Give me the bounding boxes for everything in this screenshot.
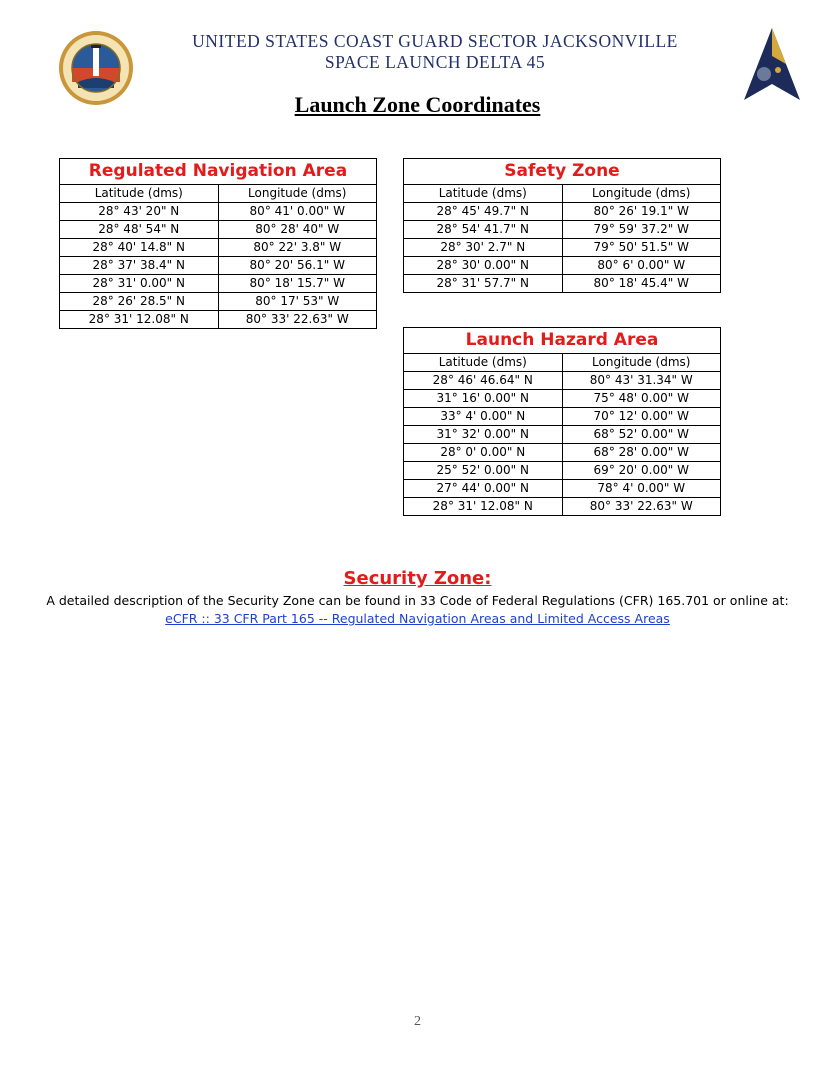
latitude-cell: 28° 31' 12.08" N: [60, 311, 219, 329]
security-zone-heading: Security Zone:: [343, 568, 492, 589]
security-zone-link-row: [0, 611, 835, 626]
column-header: Latitude (dms): [60, 185, 219, 203]
longitude-cell: 80° 33' 22.63" W: [562, 498, 721, 516]
table-row: [404, 372, 721, 390]
page-number: 2: [414, 1014, 421, 1029]
longitude-cell: 69° 20' 0.00" W: [562, 462, 721, 480]
longitude-cell: 70° 12' 0.00" W: [562, 408, 721, 426]
table-row: [404, 498, 721, 516]
latitude-cell: 28° 54' 41.7" N: [404, 221, 563, 239]
table-row: [60, 221, 377, 239]
longitude-cell: 80° 17' 53" W: [218, 293, 377, 311]
table-row: [404, 257, 721, 275]
safety-zone-table: [403, 158, 721, 293]
latitude-cell: 28° 40' 14.8" N: [60, 239, 219, 257]
column-header: Longitude (dms): [562, 354, 721, 372]
table-row: [60, 311, 377, 329]
table-row: [404, 390, 721, 408]
space-launch-delta-logo-icon: [742, 26, 802, 102]
table-row: [404, 203, 721, 221]
latitude-cell: 31° 32' 0.00" N: [404, 426, 563, 444]
latitude-cell: 28° 43' 20" N: [60, 203, 219, 221]
table-row: [60, 257, 377, 275]
table-row: [60, 203, 377, 221]
table-title: Safety Zone: [404, 159, 721, 185]
table-row: [60, 293, 377, 311]
latitude-cell: 28° 26' 28.5" N: [60, 293, 219, 311]
table-row: [404, 462, 721, 480]
longitude-cell: 68° 28' 0.00" W: [562, 444, 721, 462]
table-row: [60, 239, 377, 257]
longitude-cell: 80° 18' 45.4" W: [562, 275, 721, 293]
table-row: [404, 426, 721, 444]
longitude-cell: 80° 33' 22.63" W: [218, 311, 377, 329]
table-row: [404, 221, 721, 239]
longitude-cell: 80° 43' 31.34" W: [562, 372, 721, 390]
column-header: Latitude (dms): [404, 185, 563, 203]
latitude-cell: 28° 0' 0.00" N: [404, 444, 563, 462]
column-header: Latitude (dms): [404, 354, 563, 372]
regulated-navigation-area-table: [59, 158, 377, 329]
latitude-cell: 28° 46' 46.64" N: [404, 372, 563, 390]
table-row: [60, 275, 377, 293]
longitude-cell: 80° 22' 3.8" W: [218, 239, 377, 257]
longitude-cell: 79° 59' 37.2" W: [562, 221, 721, 239]
longitude-cell: 80° 41' 0.00" W: [218, 203, 377, 221]
column-header: Longitude (dms): [562, 185, 721, 203]
column-header: Longitude (dms): [218, 185, 377, 203]
table-row: [404, 239, 721, 257]
longitude-cell: 68° 52' 0.00" W: [562, 426, 721, 444]
longitude-cell: 75° 48' 0.00" W: [562, 390, 721, 408]
launch-hazard-area-table: [403, 327, 721, 516]
organization-name: UNITED STATES COAST GUARD SECTOR JACKSONVILLE: [192, 31, 678, 51]
security-zone-description: A detailed description of the Security Zone can be found in 33 Code of Federal Regulations (CFR) 165.701 or online at:: [46, 593, 789, 608]
table-row: [404, 480, 721, 498]
longitude-cell: 80° 18' 15.7" W: [218, 275, 377, 293]
longitude-cell: 80° 20' 56.1" W: [218, 257, 377, 275]
table-row: [404, 275, 721, 293]
latitude-cell: 33° 4' 0.00" N: [404, 408, 563, 426]
longitude-cell: 78° 4' 0.00" W: [562, 480, 721, 498]
latitude-cell: 31° 16' 0.00" N: [404, 390, 563, 408]
ecfr-link[interactable]: eCFR :: 33 CFR Part 165 -- Regulated Navigation Areas and Limited Access Areas: [165, 611, 670, 626]
table-row: [404, 408, 721, 426]
longitude-cell: 80° 26' 19.1" W: [562, 203, 721, 221]
table-row: [404, 444, 721, 462]
latitude-cell: 27° 44' 0.00" N: [404, 480, 563, 498]
longitude-cell: 80° 28' 40" W: [218, 221, 377, 239]
latitude-cell: 28° 31' 12.08" N: [404, 498, 563, 516]
table-title: Regulated Navigation Area: [60, 159, 377, 185]
longitude-cell: 80° 6' 0.00" W: [562, 257, 721, 275]
latitude-cell: 28° 48' 54" N: [60, 221, 219, 239]
latitude-cell: 28° 31' 57.7" N: [404, 275, 563, 293]
longitude-cell: 79° 50' 51.5" W: [562, 239, 721, 257]
table-title: Launch Hazard Area: [404, 328, 721, 354]
latitude-cell: 28° 37' 38.4" N: [60, 257, 219, 275]
latitude-cell: 25° 52' 0.00" N: [404, 462, 563, 480]
page-title: Launch Zone Coordinates: [294, 92, 541, 117]
latitude-cell: 28° 31' 0.00" N: [60, 275, 219, 293]
latitude-cell: 28° 45' 49.7" N: [404, 203, 563, 221]
latitude-cell: 28° 30' 2.7" N: [404, 239, 563, 257]
latitude-cell: 28° 30' 0.00" N: [404, 257, 563, 275]
organization-subname: SPACE LAUNCH DELTA 45: [324, 52, 546, 72]
